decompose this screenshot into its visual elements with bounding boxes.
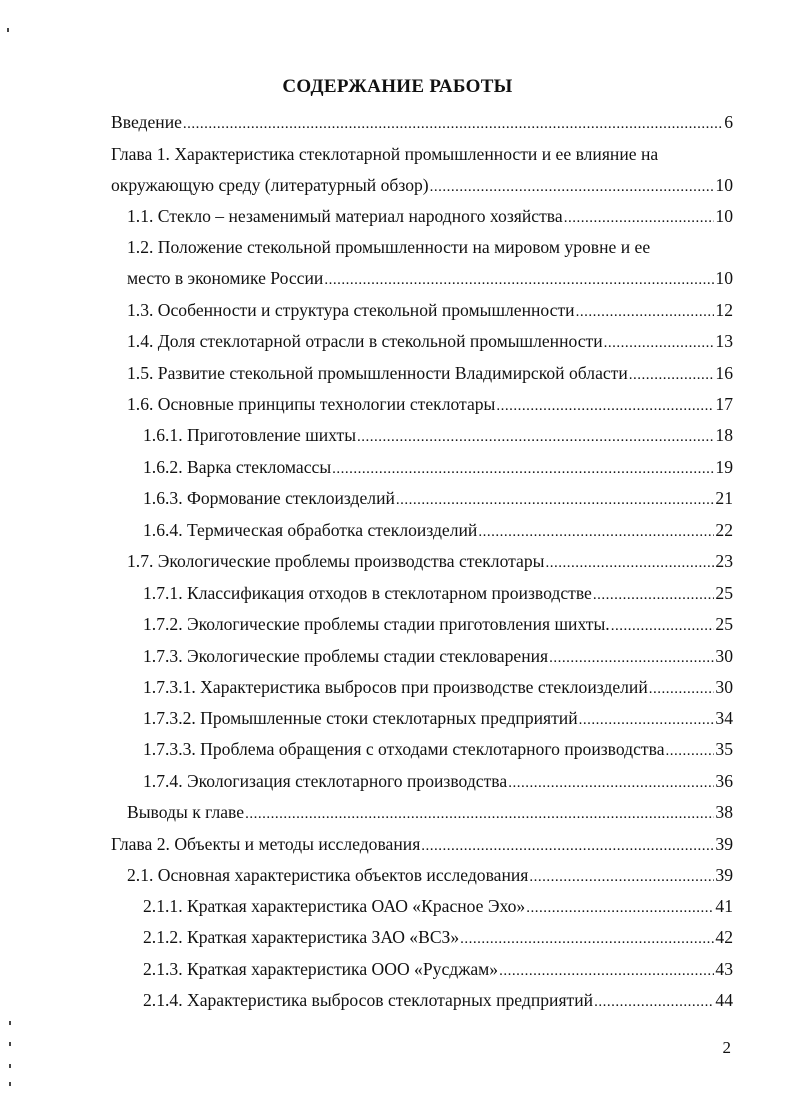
toc-entry-page: 22 — [715, 520, 733, 540]
dot-leader — [324, 269, 714, 291]
toc-entry-page: 41 — [715, 896, 733, 916]
dot-leader — [649, 678, 715, 700]
toc-entry[interactable] — [143, 738, 733, 760]
toc-entry-page: 10 — [715, 268, 733, 288]
toc-entry-label: Выводы к главе — [127, 802, 245, 822]
toc-entry-label: 1.7. Экологические проблемы производства стеклотары — [127, 551, 545, 571]
toc-entry-page: 21 — [715, 488, 733, 508]
toc-entry-page: 39 — [715, 834, 733, 854]
toc-entry[interactable] — [143, 958, 733, 980]
toc-entry[interactable] — [143, 456, 733, 478]
dot-leader — [611, 615, 715, 637]
toc-entry-label: 1.7.1. Классификация отходов в стеклотарном производстве — [143, 583, 592, 603]
toc-entry-page: 18 — [715, 425, 733, 445]
toc-entry-page: 38 — [715, 802, 733, 822]
toc-entry-label: 2.1.3. Краткая характеристика ООО «Русджам» — [143, 959, 499, 979]
dot-leader — [545, 552, 714, 574]
dot-leader — [594, 991, 714, 1013]
toc-entry-label: 1.6. Основные принципы технологии стеклотары — [127, 394, 496, 414]
dot-leader — [593, 584, 715, 606]
dot-leader — [529, 866, 714, 888]
dot-leader — [183, 113, 723, 135]
toc-entry[interactable] — [143, 926, 733, 948]
toc-entry-page: 19 — [715, 457, 733, 477]
toc-entry-label: 1.6.3. Формование стеклоизделий — [143, 488, 395, 508]
toc-entry-label: 2.1.1. Краткая характеристика ОАО «Красное Эхо» — [143, 896, 526, 916]
toc-entry[interactable] — [127, 393, 733, 415]
toc-entry-page: 23 — [715, 551, 733, 571]
toc-entry-label: 2.1.4. Характеристика выбросов стеклотарных предприятий — [143, 990, 594, 1010]
toc-entry[interactable] — [111, 111, 733, 133]
toc-entry[interactable] — [143, 989, 733, 1011]
toc-entry[interactable] — [127, 550, 733, 572]
scan-speck — [9, 1021, 11, 1025]
toc-entry[interactable] — [143, 707, 733, 729]
dot-leader — [496, 395, 714, 417]
dot-leader — [460, 928, 714, 950]
toc-entry-label: 1.7.3.2. Промышленные стоки стеклотарных предприятий — [143, 708, 578, 728]
toc-entry-label: 1.6.1. Приготовление шихты — [143, 425, 357, 445]
toc-entry-label-line1: 1.2. Положение стекольной промышленности на мировом уровне и ее — [127, 237, 651, 257]
toc-entry-label: 1.6.2. Варка стекломассы — [143, 457, 332, 477]
toc-entry-page: 34 — [715, 708, 733, 728]
toc-entry-label: 1.6.4. Термическая обработка стеклоизделий — [143, 520, 478, 540]
toc-entry-label: 1.7.3. Экологические проблемы стадии стекловарения — [143, 646, 549, 666]
dot-leader — [478, 521, 714, 543]
toc-entry[interactable] — [127, 205, 733, 227]
toc-entry[interactable] — [127, 330, 733, 352]
toc-entry-page: 25 — [715, 614, 733, 634]
toc-entry[interactable] — [143, 424, 733, 446]
toc-entry-label: 1.1. Стекло – незаменимый материал народного хозяйства — [127, 206, 563, 226]
toc-entry-page: 35 — [715, 739, 733, 759]
toc-entry-page: 17 — [715, 394, 733, 414]
dot-leader — [332, 458, 714, 480]
toc-entry-label: окружающую среду (литературный обзор) — [111, 175, 429, 195]
dot-leader — [564, 207, 715, 229]
toc-entry-page: 12 — [715, 300, 733, 320]
dot-leader — [604, 332, 715, 354]
toc-entry[interactable] — [127, 864, 733, 886]
dot-leader — [396, 489, 714, 511]
toc-entry[interactable] — [143, 582, 733, 604]
toc-entry[interactable] — [111, 833, 733, 855]
toc-entry[interactable] — [127, 267, 733, 289]
toc-entry-label: 2.1. Основная характеристика объектов исследования — [127, 865, 529, 885]
toc-entry-page: 39 — [715, 865, 733, 885]
dot-leader — [430, 176, 715, 198]
toc-entry-label: Глава 2. Объекты и методы исследования — [111, 834, 421, 854]
toc-entry-label: 1.7.3.1. Характеристика выбросов при производстве стеклоизделий — [143, 677, 648, 697]
toc-entry-label: 1.5. Развитие стекольной промышленности Владимирской области — [127, 363, 628, 383]
scan-speck — [9, 1042, 11, 1046]
toc-entry[interactable] — [143, 645, 733, 667]
dot-leader — [666, 740, 715, 762]
toc-entry[interactable] — [127, 299, 733, 321]
toc-entry-label: 1.7.4. Экологизация стеклотарного производства — [143, 771, 508, 791]
toc-entry-page: 25 — [715, 583, 733, 603]
toc-entry-page: 10 — [715, 175, 733, 195]
toc-entry-label: 2.1.2. Краткая характеристика ЗАО «ВСЗ» — [143, 927, 460, 947]
toc-entry-page: 36 — [715, 771, 733, 791]
toc-entry[interactable] — [111, 174, 733, 196]
toc-entry-page: 44 — [715, 990, 733, 1010]
toc-entry-page: 10 — [715, 206, 733, 226]
page-title: СОДЕРЖАНИЕ РАБОТЫ — [282, 76, 513, 97]
page-number: 2 — [722, 1038, 731, 1057]
scan-speck — [7, 28, 9, 32]
toc-entry[interactable] — [143, 487, 733, 509]
dot-leader — [629, 364, 715, 386]
dot-leader — [508, 772, 714, 794]
dot-leader — [526, 897, 714, 919]
toc-entry-label: 1.3. Особенности и структура стекольной промышленности — [127, 300, 575, 320]
toc-entry-page: 13 — [715, 331, 733, 351]
toc-entry-label: 1.7.2. Экологические проблемы стадии приготовления шихты. — [143, 614, 610, 634]
toc-entry-page: 30 — [715, 646, 733, 666]
toc-entry-label: 1.4. Доля стеклотарной отрасли в стекольной промышленности — [127, 331, 603, 351]
toc-entry[interactable] — [143, 770, 733, 792]
toc-entry-page: 30 — [715, 677, 733, 697]
dot-leader — [421, 835, 714, 857]
dot-leader — [579, 709, 715, 731]
toc-entry-label-line1: Глава 1. Характеристика стеклотарной промышленности и ее влияние на — [111, 144, 659, 164]
toc-entry[interactable] — [127, 362, 733, 384]
dot-leader — [499, 960, 714, 982]
toc-entry[interactable] — [143, 519, 733, 541]
toc-entry-page: 43 — [715, 959, 733, 979]
toc-entry-page: 42 — [715, 927, 733, 947]
dot-leader — [549, 647, 714, 669]
toc-entry-label: Введение — [111, 112, 182, 132]
dot-leader — [357, 426, 714, 448]
toc-entry-page: 16 — [715, 363, 733, 383]
toc-entry[interactable] — [143, 613, 733, 635]
toc-entry-label: 1.7.3.3. Проблема обращения с отходами стеклотарного производства — [143, 739, 665, 759]
dot-leader — [576, 301, 715, 323]
dot-leader — [245, 803, 714, 825]
toc-entry-page: 6 — [724, 112, 733, 132]
toc-entry[interactable] — [143, 895, 733, 917]
scan-speck — [9, 1064, 11, 1068]
toc-entry-label: место в экономике России — [127, 268, 324, 288]
scan-speck — [9, 1082, 11, 1086]
toc-entry[interactable] — [143, 676, 733, 698]
toc-entry[interactable] — [127, 801, 733, 823]
